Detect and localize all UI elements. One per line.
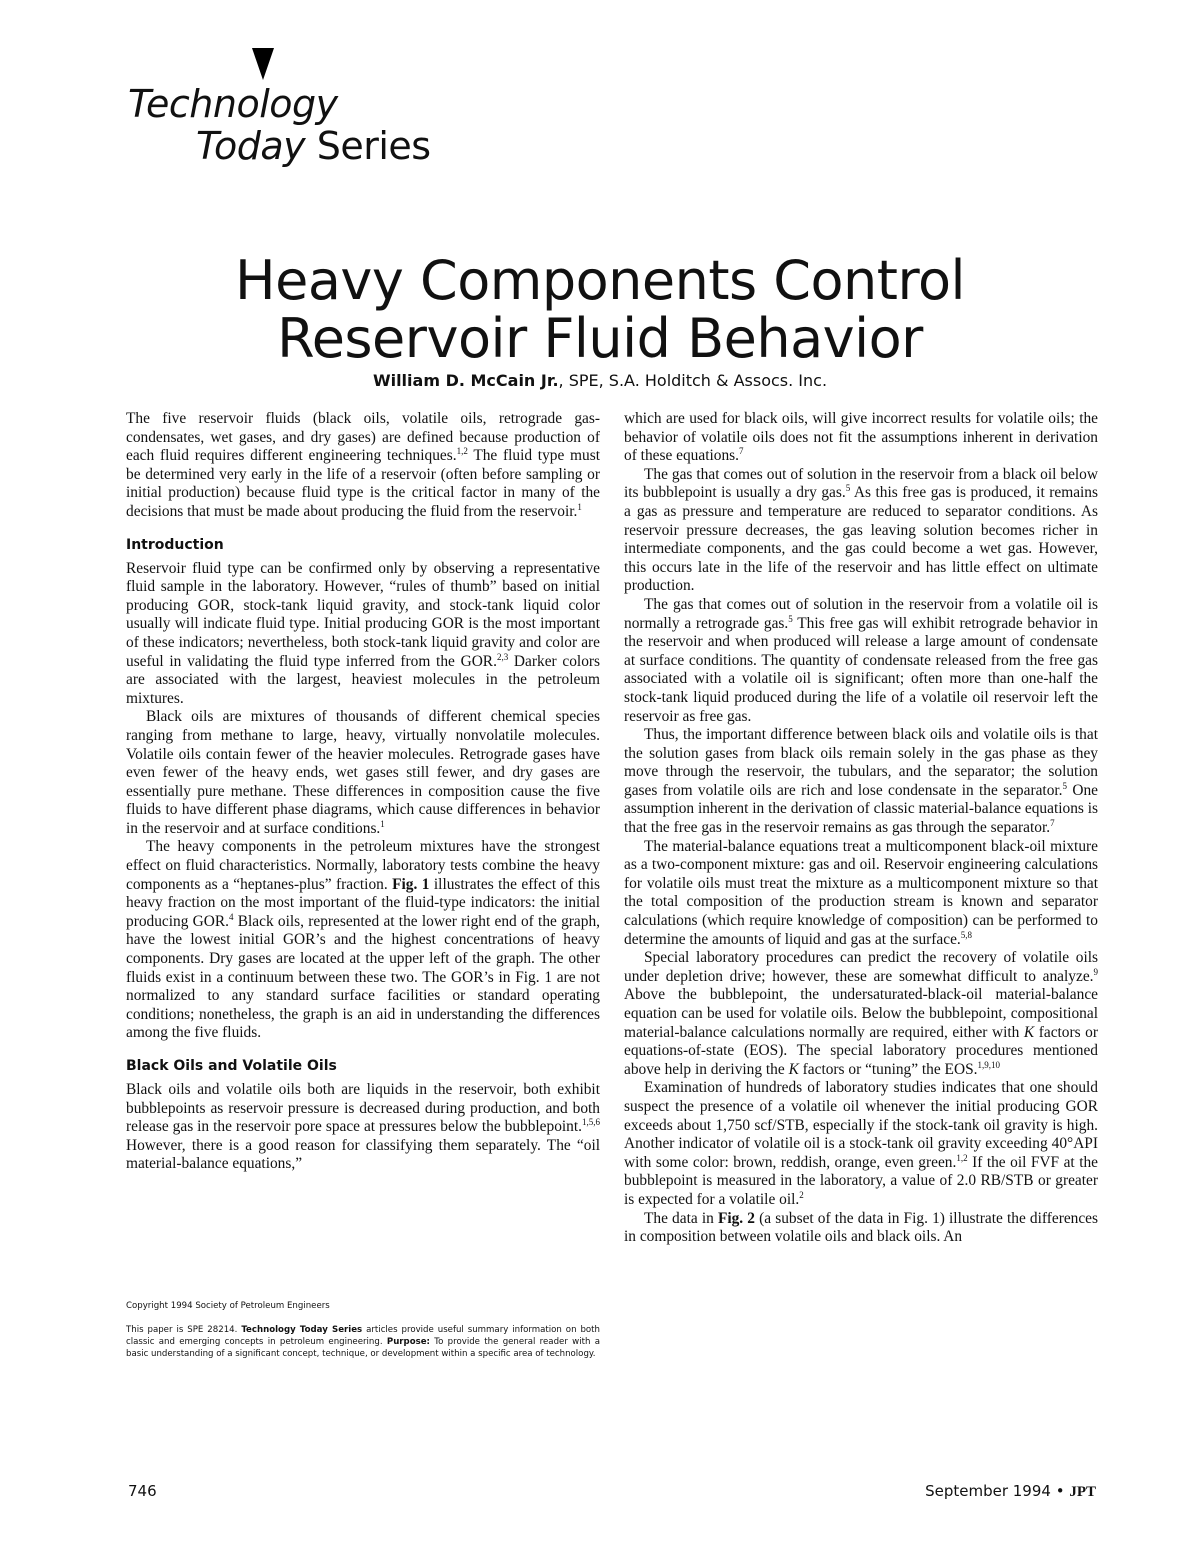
paragraph: Special laboratory procedures can predict the recovery of volatile oils under depletion drive; however, these are somewhat difficult to analyze.$^9$ Above the bubblepoint, the undersaturated-black-oil material-balance equation can be used for volatile oils. Below the bubblepoint, compositional material-balance calculations normally are required, either with K factors or equations-of-state (EOS). The special laboratory procedures mentioned above help in deriving the K factors or “tuning” the EOS.$^{1,9,10}$ — [624, 949, 1098, 1078]
page-number: 746 — [128, 1482, 157, 1500]
paragraph: The data in Fig. 2 (a subset of the data in Fig. 1) illustrate the differences in composition between volatile oils and black oils. An — [624, 1209, 1098, 1246]
left-column — [126, 410, 600, 1302]
paragraph: Reservoir fluid type can be confirmed only by observing a representative fluid sample in the laboratory. However, “rules of thumb” based on initial producing GOR, stock-tank liquid gravity, and stock-tank liquid color usually will indicate fluid type. Initial producing GOR is the most important of these indicators; nevertheless, both stock-tank liquid gravity and color are useful in validating the fluid type inferred from the GOR.$^{2,3}$ Darker colors are associated with the largest, heaviest molecules in the petroleum mixtures. — [126, 559, 600, 707]
paragraph: Thus, the important difference between black oils and volatile oils is that the solution gases from black oils remain solely in the gas phase as they move through the reservoir, the tubulars, and the separator; the solution gases from volatile oils are rich and lose condensate in the separator.$^5$ One assumption inherent in the derivation of classic material-balance equations is that the free gas in the reservoir remains as gas through the separator.$^7$ — [624, 726, 1098, 837]
footnotes — [126, 1300, 600, 1372]
section-heading-black-oils: Black Oils and Volatile Oils — [126, 1058, 337, 1074]
figure-reference: Fig. 1 — [392, 875, 430, 893]
copyright-note: Copyright 1994 Society of Petroleum Engineers — [126, 1301, 330, 1311]
paragraph: The material-balance equations treat a multicomponent black-oil mixture as a two-component mixture: gas and oil. Reservoir engineering calculations for volatile oils must treat the mixture as a multicomponent mixture so that the total composition of the production stream is known and separator calculations (which require knowledge of composition) can be performed to determine the amounts of liquid and gas at the surface.$^{5,8}$ — [624, 837, 1098, 948]
intro-paragraph: The five reservoir fluids (black oils, volatile oils, retrograde gas-condensates, wet gases, and dry gases) are defined because production of each fluid requires different engineering techniques.$^{1,2}$ The fluid type must be determined very early in the life of a reservoir (often before sampling or initial production) because fluid type is the critical factor in many of the decisions that must be made about producing the fluid from the reservoir.$^1$ — [126, 410, 600, 520]
paragraph: Black oils are mixtures of thousands of different chemical species ranging from methane to large, heavy, virtually nonvolatile molecules. Volatile oils contain fewer of the heavier molecules. Retrograde gases have even fewer of the heavy ends, wet gases still fewer, and dry gases are essentially pure methane. These differences in composition cause the five fluids to have different phase diagrams, which cause differences in behavior in the reservoir and at surface conditions.$^1$ — [126, 708, 600, 837]
paragraph: Examination of hundreds of laboratory studies indicates that one should suspect the presence of a volatile oil whenever the initial producing GOR exceeds about 1,750 scf/STB, especially if the stock-tank oil gravity is high. Another indicator of volatile oil is a stock-tank oil gravity exceeding 40°API with some color: brown, reddish, orange, even green.$^{1,2}$ If the oil FVF at the bubblepoint is measured in the laboratory, a value of 2.0 RB/STB or greater is expected for a volatile oil.$^2$ — [624, 1079, 1098, 1208]
figure-reference: Fig. 2 — [717, 1209, 755, 1227]
issue-date: September 1994 • JPT — [925, 1482, 1096, 1500]
author-name: William D. McCain Jr. — [372, 371, 559, 390]
paragraph: The heavy components in the petroleum mixtures have the strongest effect on fluid characteristics. Normally, laboratory tests combine the heavy components as a “heptanes-plus” fraction. Fig. 1 illustrates the effect of this heavy fraction on the most important of the fluid-type indicators: the initial producing GOR.$^4$ Black oils, represented at the lower right end of the graph, have the lowest initial GOR’s and the highest concentrations of heavy components. Dry gases are located at the upper left of the graph. The other fluids exist in a continuum between these two. The GOR’s in Fig. 1 are not normalized to any standard surface facilities or standard operating conditions; nonetheless, the graph is an aid in understanding the differences among the five fluids. — [126, 838, 600, 1042]
series-logo — [128, 40, 448, 170]
series-name-line2 — [196, 124, 431, 168]
byline — [0, 371, 1200, 390]
series-name-series: Series — [305, 124, 431, 168]
paper-note: This paper is SPE 28214. Technology Today Series articles provide useful summary information on both classic and emerging concepts in petroleum engineering. Purpose: To provide the general reader with a basic understanding of a significant concept, technique, or development within a specific area of technology. — [126, 1325, 600, 1359]
triangle-marker-icon — [252, 48, 274, 80]
right-column — [624, 410, 1098, 1410]
journal-name: JPT — [1069, 1484, 1096, 1500]
author-affiliation: , SPE, S.A. Holditch & Assocs. Inc. — [558, 371, 828, 390]
series-name-line1: Technology — [128, 82, 338, 126]
section-heading-introduction: Introduction — [126, 536, 224, 553]
article-title — [0, 249, 1200, 370]
article-title-line2: Reservoir Fluid Behavior — [277, 307, 923, 370]
paragraph: Black oils and volatile oils both are liquids in the reservoir, both exhibit bubblepoints as reservoir pressure is decreased during production, and both release gas in the reservoir pore space at pressures below the bubblepoint.$^{1,5,6}$ However, there is a good reason for classifying them separately. The “oil material-balance equations,” — [126, 1081, 600, 1173]
paragraph: The gas that comes out of solution in the reservoir from a black oil below its bubblepoint is usually a dry gas.$^5$ As this free gas is produced, it remains a gas as pressure and temperature are reduced to separator conditions. As reservoir pressure decreases, the gas leaving solution becomes richer in intermediate components, and the gas could become a wet gas. However, this occurs late in the life of the reservoir and has little effect on ultimate production. — [624, 465, 1098, 595]
paragraph: which are used for black oils, will give incorrect results for volatile oils; the behavior of volatile oils does not fit the assumptions inherent in derivation of these equations.$^7$ — [624, 410, 1098, 465]
series-name-today: Today — [196, 124, 306, 168]
article-title-line1: Heavy Components Control — [235, 249, 965, 312]
paragraph: The gas that comes out of solution in the reservoir from a volatile oil is normally a retrograde gas.$^5$ This free gas will exhibit retrograde behavior in the reservoir and when produced will release a large amount of condensate at surface conditions. The quantity of condensate released from the free gas associated with a volatile oil is significant; often more than one-half the stock-tank liquid produced during the life of a volatile oil reservoir left the reservoir as free gas. — [624, 595, 1098, 725]
